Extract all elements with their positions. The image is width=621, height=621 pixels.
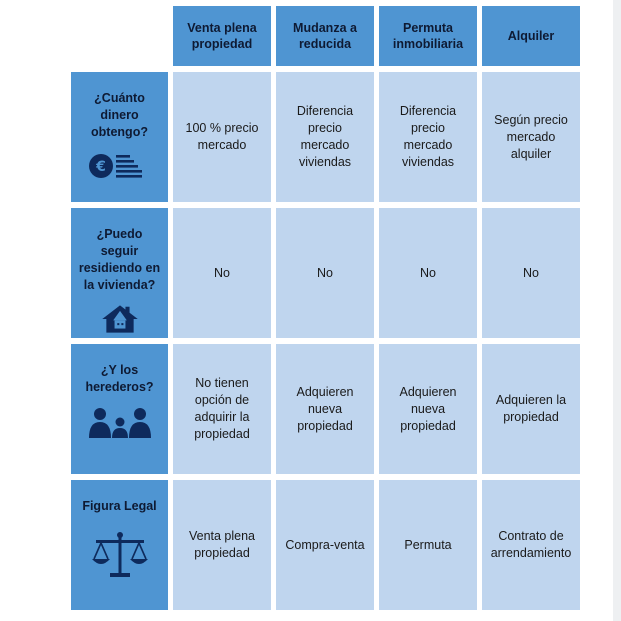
cell-dinero-venta: 100 % precio mercado (173, 72, 271, 202)
euro-money-icon (87, 151, 153, 181)
cell-dinero-permuta: Diferencia precio mercado viviendas (379, 72, 477, 202)
comparison-table (71, 6, 580, 610)
column-header-alquiler: Alquiler (482, 6, 580, 66)
row-header-residir (71, 208, 168, 338)
cell-herederos-alquiler: Adquieren la propiedad (482, 344, 580, 474)
row-header-herederos (71, 344, 168, 474)
scales-icon (90, 531, 150, 581)
cell-dinero-alquiler: Según precio mercado alquiler (482, 72, 580, 202)
house-icon (92, 304, 148, 334)
cell-figura-venta: Venta plena propiedad (173, 480, 271, 610)
cell-figura-permuta: Permuta (379, 480, 477, 610)
corner-cell (71, 6, 168, 66)
cell-residir-mudanza: No (276, 208, 374, 338)
cell-herederos-permuta: Adquieren nueva propiedad (379, 344, 477, 474)
row-header-label: ¿Cuánto dinero obtengo? (91, 91, 148, 139)
row-header-label: ¿Y los herederos? (85, 363, 154, 394)
row-header-label: Figura Legal (82, 499, 157, 513)
row-header-figura-legal (71, 480, 168, 610)
cell-dinero-mudanza: Diferencia precio mercado viviendas (276, 72, 374, 202)
row-header-dinero (71, 72, 168, 202)
cell-herederos-venta: No tienen opción de adquirir la propiedad (173, 344, 271, 474)
page-edge-strip (613, 0, 621, 621)
cell-figura-alquiler: Contrato de arrendamiento (482, 480, 580, 610)
cell-residir-venta: No (173, 208, 271, 338)
svg-text:€: € (95, 159, 106, 175)
column-header-permuta: Permuta inmobiliaria (379, 6, 477, 66)
cell-figura-mudanza: Compra-venta (276, 480, 374, 610)
row-header-label: ¿Puedo seguir residiendo en la vivienda? (78, 227, 161, 292)
cell-residir-alquiler: No (482, 208, 580, 338)
family-icon (87, 406, 153, 440)
column-header-mudanza: Mudanza a reducida (276, 6, 374, 66)
cell-herederos-mudanza: Adquieren nueva propiedad (276, 344, 374, 474)
cell-residir-permuta: No (379, 208, 477, 338)
column-header-venta: Venta plena propiedad (173, 6, 271, 66)
